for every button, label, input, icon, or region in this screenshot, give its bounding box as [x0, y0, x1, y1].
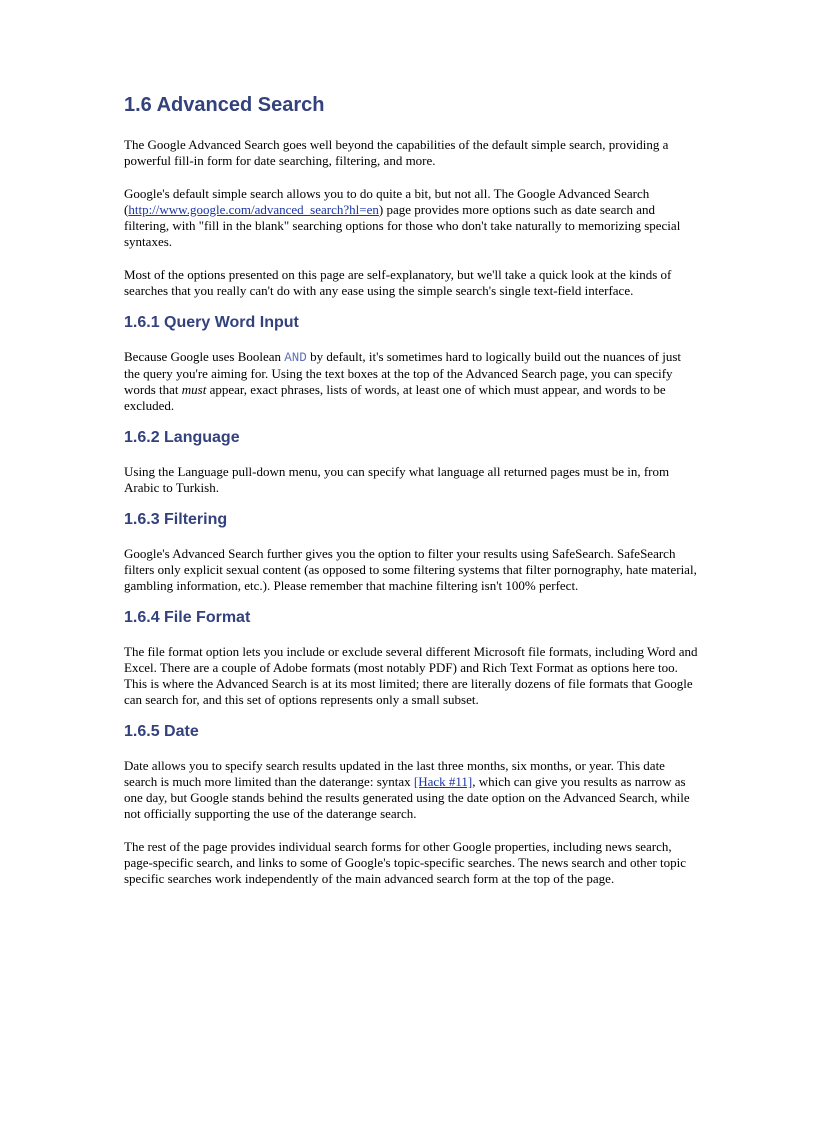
hack-11-link[interactable]: [Hack #11] — [413, 774, 473, 789]
query-text-c: appear, exact phrases, lists of words, at least one of which must appear, and words to be excluded. — [124, 382, 666, 413]
language-paragraph: Using the Language pull-down menu, you can specify what language all returned pages must be in, from Arabic to Turkish. — [124, 464, 670, 495]
intro-paragraph-1: The Google Advanced Search goes well beyond the capabilities of the default simple search, providing a powerful fill-in form for date searching, filtering, and more. — [124, 137, 669, 168]
section-heading-filtering: 1.6.3 Filtering — [124, 511, 228, 528]
intro-p2-text-b: ) page provides more options such as date search and filtering, with "fill in the blank" searching options for those who don't take naturally to memorizing special syntaxes. — [124, 202, 681, 249]
intro-paragraph-2 — [124, 186, 700, 250]
and-code: AND — [284, 351, 307, 365]
section-heading-date: 1.6.5 Date — [124, 723, 199, 740]
advanced-search-link[interactable]: http://www.google.com/advanced_search?hl=en — [128, 202, 379, 217]
intro-p2-text-a: Google's default simple search allows you to do quite a bit, but not all. The Google Advanced Search ( — [124, 186, 650, 217]
date-paragraph-1 — [124, 758, 700, 822]
date-text-a: Date allows you to specify search results updated in the last three months, six months, or year. This date search is much more limited than the daterange: syntax — [124, 758, 665, 789]
query-text-b: by default, it's sometimes hard to logically build out the nuances of just the query you're aiming for. Using the text boxes at the top of the Advanced Search page, you can specify words that — [124, 349, 682, 397]
intro-paragraph-3: Most of the options presented on this page are self-explanatory, but we'll take a quick look at the kinds of searches that you really can't do with any ease using the simple search's single text-field interface. — [124, 267, 672, 298]
section-heading-query: 1.6.1 Query Word Input — [124, 314, 299, 331]
query-paragraph — [124, 349, 700, 414]
query-text-a: Because Google uses Boolean — [124, 349, 285, 364]
section-heading-language: 1.6.2 Language — [124, 429, 240, 446]
file-format-paragraph: The file format option lets you include or exclude several different Microsoft file formats, including Word and Excel. There are a couple of Adobe formats (most notably PDF) and Rich Text Format as options here too. This is where the Advanced Search is at its most limited; there are literally dozens of file formats that Google can search for, and this set of options represents only a small subset. — [124, 644, 698, 707]
must-emphasis: must — [181, 382, 207, 397]
page-title: 1.6 Advanced Search — [124, 94, 325, 116]
filtering-paragraph: Google's Advanced Search further gives you the option to filter your results using SafeSearch. SafeSearch filters only explicit sexual content (as opposed to some filtering systems that filter pornography, hate material, gambling information, etc.). Please remember that machine filtering isn't 100% perfect. — [124, 546, 697, 593]
date-paragraph-2: The rest of the page provides individual search forms for other Google properties, including news search, page-specific search, and links to some of Google's topic-specific searches. The news search and other topic specific searches work independently of the main advanced search form at the top of the page. — [124, 839, 686, 886]
section-heading-file-format: 1.6.4 File Format — [124, 609, 251, 626]
page-content — [124, 92, 700, 904]
date-text-b: , which can give you results as narrow as one day, but Google stands behind the results generated using the date option on the Advanced Search, while not officially supporting the use of the daterange search. — [124, 774, 690, 821]
